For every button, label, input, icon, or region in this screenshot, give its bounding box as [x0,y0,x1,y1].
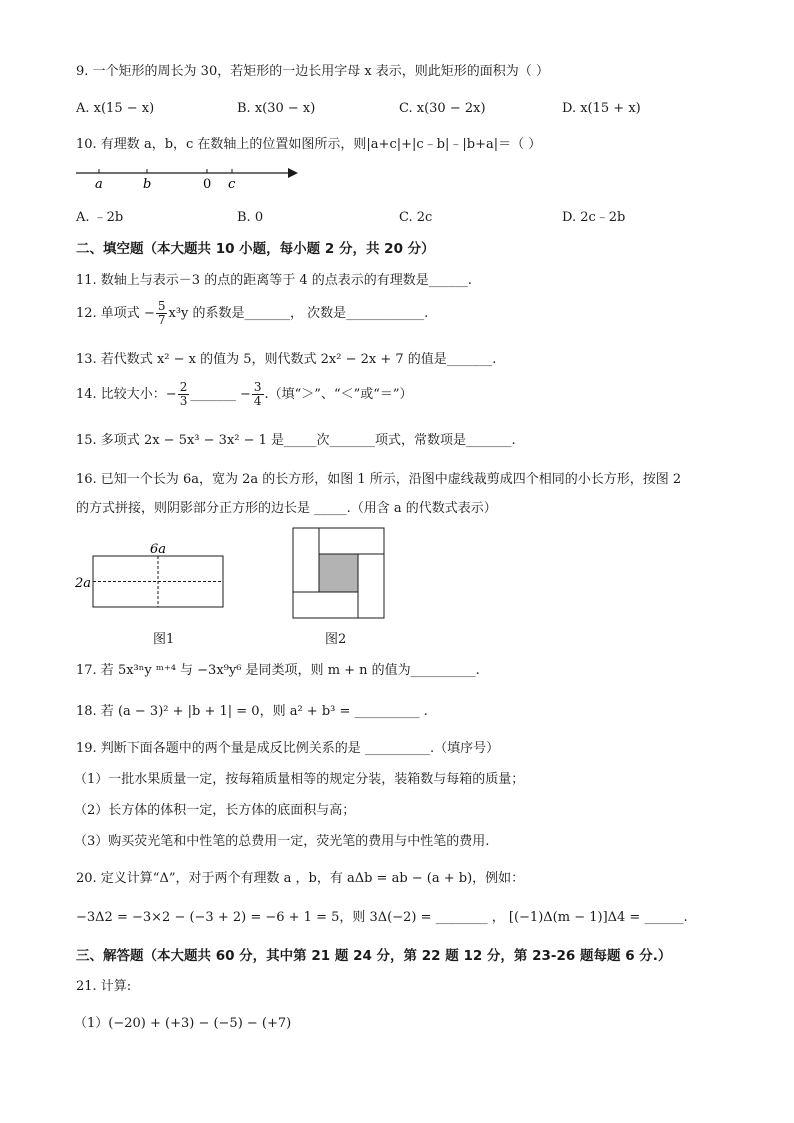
fig1-caption: 图1 [153,632,175,647]
q10-option-d: D. 2c﹣2b [562,210,626,225]
q12-denominator: 7 [157,313,166,327]
q10-option-a: A. ﹣2b [76,210,124,225]
q14-numerator-1: 2 [179,380,188,394]
question-20-line-2: −3Δ2 = −3×2 − (−3 + 2) = −6 + 1 = 5，则 3Δ(−2) = ________ ， [(−1)Δ(m − 1)]Δ4 = ______. [76,910,688,925]
q12-numerator: 5 [157,299,166,313]
q19-item-3: （3）购买荧光笔和中性笔的总费用一定，荧光笔的费用与中性笔的费用. [74,834,490,849]
question-19: 19. 判断下面各题中的两个量是成反比例关系的是 __________.（填序号） [76,741,500,756]
question-11: 11. 数轴上与表示－3 的点的距离等于 4 的点表示的有理数是______. [76,273,472,288]
q10-option-b: B. 0 [237,210,264,225]
axis-label-zero: 0 [203,177,212,192]
figure-2 [290,526,388,621]
section-3-heading: 三、解答题（本大题共 60 分，其中第 21 题 24 分，第 22 题 12 分，第 23-26 题每题 6 分.） [76,948,672,964]
q12-rest: x³y 的系数是_______， 次数是____________. [168,305,429,321]
question-21: 21. 计算: [76,979,132,994]
question-18: 18. 若 (a − 3)² + |b + 1| = 0，则 a² + b³ = __________ . [76,704,428,719]
question-20-line-1: 20. 定义计算“Δ”，对于两个有理数 a ，b，有 aΔb = ab − (a + b)，例如： [76,871,525,886]
q14-fraction-1 [178,381,190,408]
question-17: 17. 若 5x³ⁿy ᵐ⁺⁴ 与 −3x⁹y⁶ 是同类项，则 m + n 的值为__________. [76,663,480,678]
figure-1 [72,536,232,614]
q10-option-c: C. 2c [399,210,433,225]
q9-option-d: D. x(15 + x) [562,101,641,116]
axis-label-a: a [95,177,103,192]
question-16-line-1: 16. 已知一个长为 6a，宽为 2a 的长方形，如图 1 所示，沿图中虚线裁剪成四个相同的小长方形，按图 2 [76,472,682,487]
axis-label-c: c [228,177,236,192]
q14-middle: _______ − [190,386,251,402]
question-9: 9. 一个矩形的周长为 30，若矩形的一边长用字母 x 表示，则此矩形的面积为（ ） [76,64,549,79]
q14-suffix: .（填“＞”、“＜”或“＝”） [264,386,413,402]
q21-sub-1: （1）(−20) + (+3) − (−5) − (+7) [74,1016,292,1031]
section-2-heading: 二、填空题（本大题共 10 小题，每小题 2 分，共 20 分） [76,241,435,257]
fig1-left-label: 2a [75,576,92,591]
q9-option-b: B. x(30 − x) [237,101,316,116]
q9-option-a: A. x(15 − x) [76,101,155,116]
q14-prefix: 14. 比较大小：− [76,386,177,402]
question-14 [76,381,413,408]
question-13: 13. 若代数式 x² − x 的值为 5，则代数式 2x² − 2x + 7 的值是_______. [76,352,497,367]
q14-numerator-2: 3 [253,380,262,394]
fig1-top-label: 6a [150,542,167,557]
q19-item-1: （1）一批水果质量一定，按每箱质量相等的规定分装，装箱数与每箱的质量； [74,772,525,787]
q12-fraction [156,300,168,327]
q14-denominator-1: 3 [179,394,188,408]
question-10: 10. 有理数 a，b，c 在数轴上的位置如图所示，则|a+c|+|c﹣b|﹣|b+a|＝（ ） [76,137,542,152]
q14-denominator-2: 4 [253,394,262,408]
question-16-line-2: 的方式拼接，则阴影部分正方形的边长是 _____.（用含 a 的代数式表示） [76,501,497,516]
q19-item-2: （2）长方体的体积一定，长方体的底面积与高； [74,803,356,818]
q9-option-c: C. x(30 − 2x) [399,101,486,116]
number-line-figure [74,162,304,194]
question-12 [76,300,428,327]
question-15: 15. 多项式 2x − 5x³ − 3x² − 1 是_____次_______项式，常数项是_______. [76,433,516,448]
q14-fraction-2 [252,381,264,408]
axis-label-b: b [143,177,152,192]
q12-prefix: 12. 单项式 − [76,305,155,321]
fig2-caption: 图2 [325,632,347,647]
